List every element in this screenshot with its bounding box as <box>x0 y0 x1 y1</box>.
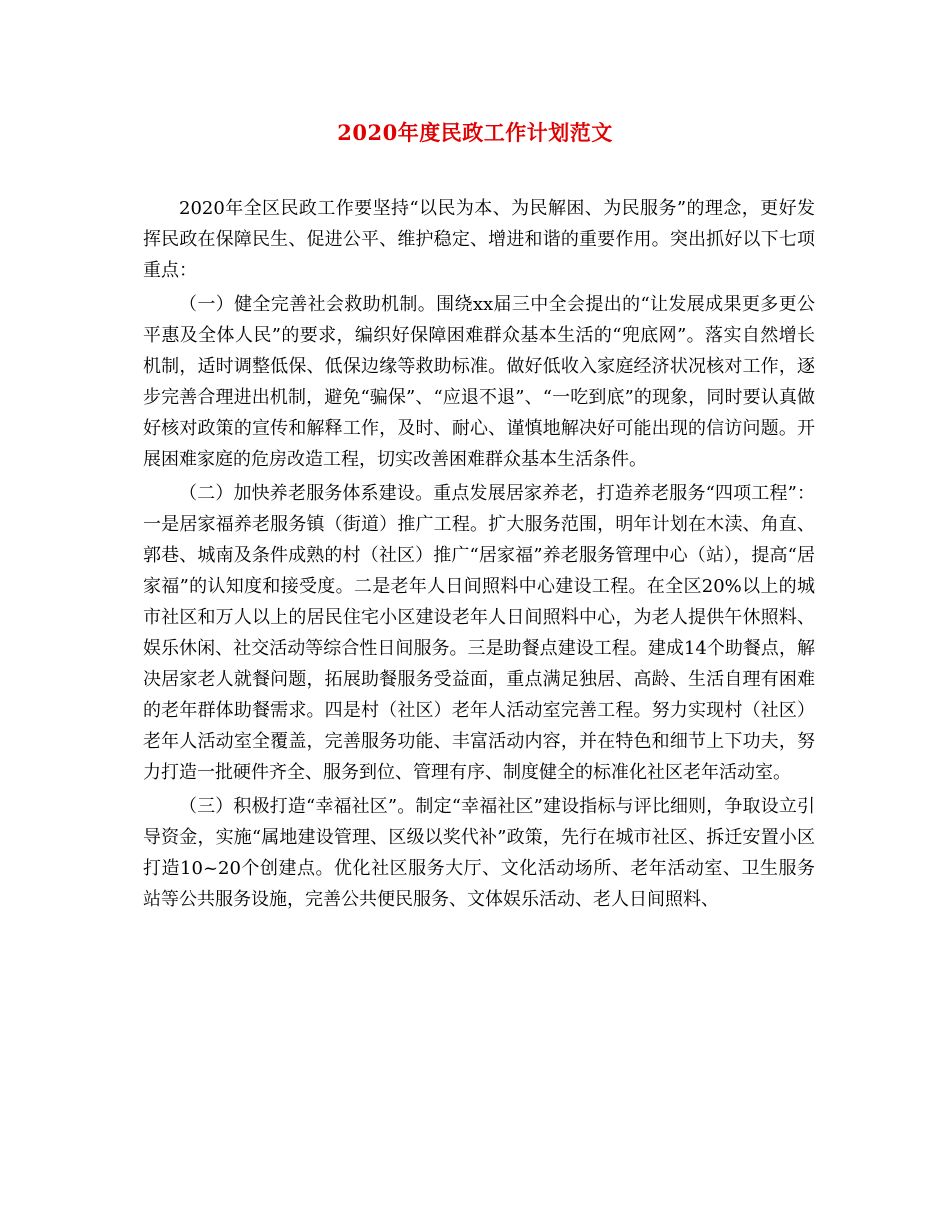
paragraph-section-3: （三）积极打造“幸福社区”。制定“幸福社区”建设指标与评比细则，争取设立引导资金，实施“属地建设管理、区级以奖代补”政策，先行在城市社区、拆迁安置小区打造10~20个创建点。优化社区服务大厅、文化活动场所、老年活动室、卫生服务站等公共服务设施，完善公共便民服务、文体娱乐活动、老人日间照料、 <box>143 796 815 910</box>
paragraph-intro: 2020年全区民政工作要坚持“以民为本、为民解困、为民服务”的理念，更好发挥民政在保障民生、促进公平、维护稳定、增进和谐的重要作用。突出抓好以下七项重点： <box>143 198 815 281</box>
document-body <box>143 193 815 918</box>
document-title: 2020年度民政工作计划范文 <box>337 120 613 145</box>
paragraph-section-2: （二）加快养老服务体系建设。重点发展居家养老，打造养老服务“四项工程”：一是居家福养老服务镇（街道）推广工程。扩大服务范围，明年计划在木渎、角直、郭巷、城南及条件成熟的村（社区）推广“居家福”养老服务管理中心（站），提高“居家福”的认知度和接受度。二是老年人日间照料中心建设工程。在全区20%以上的城市社区和万人以上的居民住宅小区建设老年人日间照料中心，为老人提供午休照料、娱乐休闲、社交活动等综合性日间服务。三是助餐点建设工程。建成14个助餐点，解决居家老人就餐问题，拓展助餐服务受益面，重点满足独居、高龄、生活自理有困难的老年群体助餐需求。四是村（社区）老年人活动室完善工程。努力实现村（社区）老年人活动室全覆盖，完善服务功能、丰富活动内容，并在特色和细节上下功夫，努力打造一批硬件齐全、服务到位、管理有序、制度健全的标准化社区老年活动室。 <box>143 483 815 783</box>
paragraph-section-1: （一）健全完善社会救助机制。围绕xx届三中全会提出的“让发展成果更多更公平惠及全体人民”的要求，编织好保障困难群众基本生活的“兜底网”。落实自然增长机制，适时调整低保、低保边缘等救助标准。做好低收入家庭经济状况核对工作，逐步完善合理进出机制，避免“骗保”、“应退不退”、“一吃到底”的现象，同时要认真做好核对政策的宣传和解释工作，及时、耐心、谨慎地解决好可能出现的信访问题。开展困难家庭的危房改造工程，切实改善困难群众基本生活条件。 <box>143 294 815 470</box>
